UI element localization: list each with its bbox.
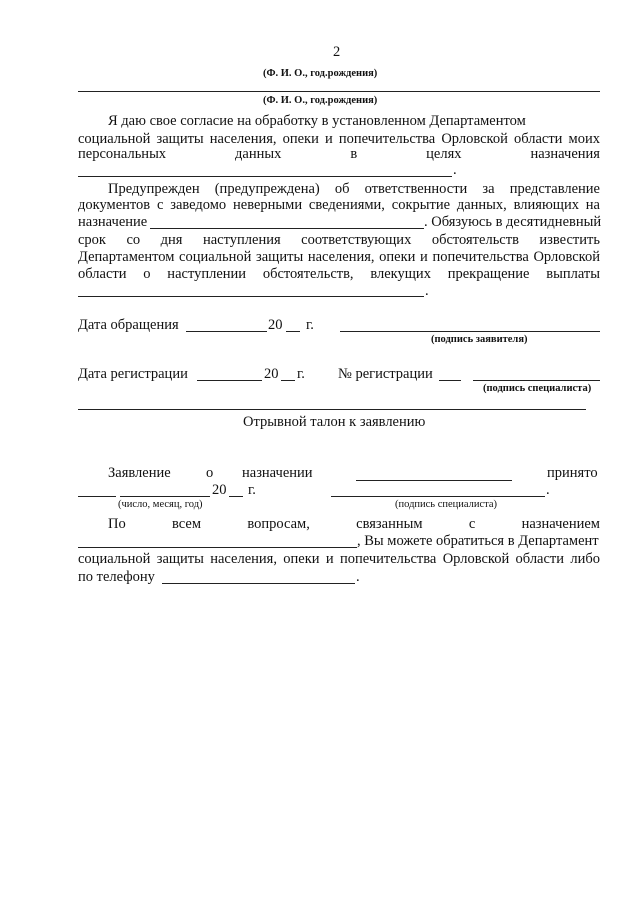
consent-line-1: Я даю свое согласие на обработку в установленном Департаментом bbox=[108, 113, 526, 129]
contact-phone-label: по телефону bbox=[78, 569, 155, 585]
stub-month-field[interactable] bbox=[120, 496, 210, 497]
stub-benefit-field[interactable] bbox=[356, 480, 512, 481]
contact-line-3: социальной защиты населения, опеки и попечительства Орловской области либо bbox=[78, 551, 600, 567]
warning-line-6: области о наступлении обстоятельств, влекущих прекращение выплаты bbox=[78, 266, 600, 282]
warning-line-3-end: . Обязуюсь в десятидневный bbox=[424, 214, 602, 230]
specialist-signature-line[interactable] bbox=[473, 380, 600, 381]
consent-end-dot: . bbox=[453, 162, 457, 178]
consent-line-3: персональных данных в целях назначения bbox=[78, 146, 600, 162]
stub-year-field[interactable] bbox=[229, 496, 243, 497]
stub-word-assignment: назначении bbox=[242, 465, 313, 481]
stub-day-field[interactable] bbox=[78, 496, 116, 497]
page-number: 2 bbox=[333, 44, 341, 60]
stub-word-statement: Заявление bbox=[108, 465, 171, 481]
contact-line-1: По всем вопросам, связанным с назначением bbox=[108, 516, 600, 532]
date-appeal-suffix: г. bbox=[306, 317, 314, 333]
stub-year: 20 bbox=[212, 482, 227, 498]
purpose-field-line[interactable] bbox=[78, 176, 452, 177]
warning-line-2: документов с заведомо неверными сведениями, сокрытие данных, влияющих на bbox=[78, 197, 600, 213]
warning-line-4: срок со дня наступления соответствующих обстоятельств известить bbox=[78, 232, 600, 248]
date-appeal-field[interactable] bbox=[186, 331, 267, 332]
date-registration-field[interactable] bbox=[197, 380, 262, 381]
date-registration-year: 20 bbox=[264, 366, 279, 382]
warning-line-3-start: назначение bbox=[78, 214, 148, 230]
warning-end-dot: . bbox=[425, 283, 429, 299]
contact-end-dot: . bbox=[356, 569, 360, 585]
fio-caption-top: (Ф. И. О., год.рождения) bbox=[263, 68, 378, 79]
stub-date-caption: (число, месяц, год) bbox=[118, 499, 203, 510]
date-appeal-year: 20 bbox=[268, 317, 283, 333]
applicant-signature-line[interactable] bbox=[340, 331, 600, 332]
specialist-signature-caption: (подпись специалиста) bbox=[483, 383, 592, 394]
consent-line-2: социальной защиты населения, опеки и попечительства Орловской области моих bbox=[78, 131, 600, 147]
benefit-field-line[interactable] bbox=[150, 228, 424, 229]
contact-phone-field[interactable] bbox=[162, 583, 355, 584]
fio-caption: (Ф. И. О., год.рождения) bbox=[263, 95, 378, 106]
date-appeal-year-field[interactable] bbox=[286, 331, 300, 332]
date-registration-label: Дата регистрации bbox=[78, 366, 188, 382]
registration-number-field[interactable] bbox=[439, 380, 461, 381]
fio-field-line[interactable] bbox=[78, 91, 600, 92]
payment-field-line[interactable] bbox=[78, 296, 424, 297]
stub-specialist-signature-line[interactable] bbox=[331, 496, 545, 497]
stub-signature-caption: (подпись специалиста) bbox=[395, 499, 498, 510]
stub-word-about: о bbox=[206, 465, 214, 481]
applicant-signature-caption: (подпись заявителя) bbox=[431, 334, 528, 345]
contact-topic-field[interactable] bbox=[78, 547, 357, 548]
date-registration-suffix: г. bbox=[297, 366, 305, 382]
tear-off-line bbox=[78, 409, 586, 410]
stub-title: Отрывной талон к заявлению bbox=[243, 414, 426, 430]
contact-line-2-end: , Вы можете обратиться в Департамент bbox=[357, 533, 599, 549]
date-registration-year-field[interactable] bbox=[281, 380, 295, 381]
date-appeal-label: Дата обращения bbox=[78, 317, 179, 333]
stub-end-dot: . bbox=[546, 482, 550, 498]
warning-line-5: Департаментом социальной защиты населения, опеки и попечительства Орловской bbox=[78, 249, 600, 265]
stub-accepted: принято bbox=[547, 465, 598, 481]
stub-year-suffix: г. bbox=[248, 482, 256, 498]
registration-number-label: № регистрации bbox=[338, 366, 433, 382]
warning-line-1: Предупрежден (предупреждена) об ответственности за представление bbox=[108, 181, 600, 197]
